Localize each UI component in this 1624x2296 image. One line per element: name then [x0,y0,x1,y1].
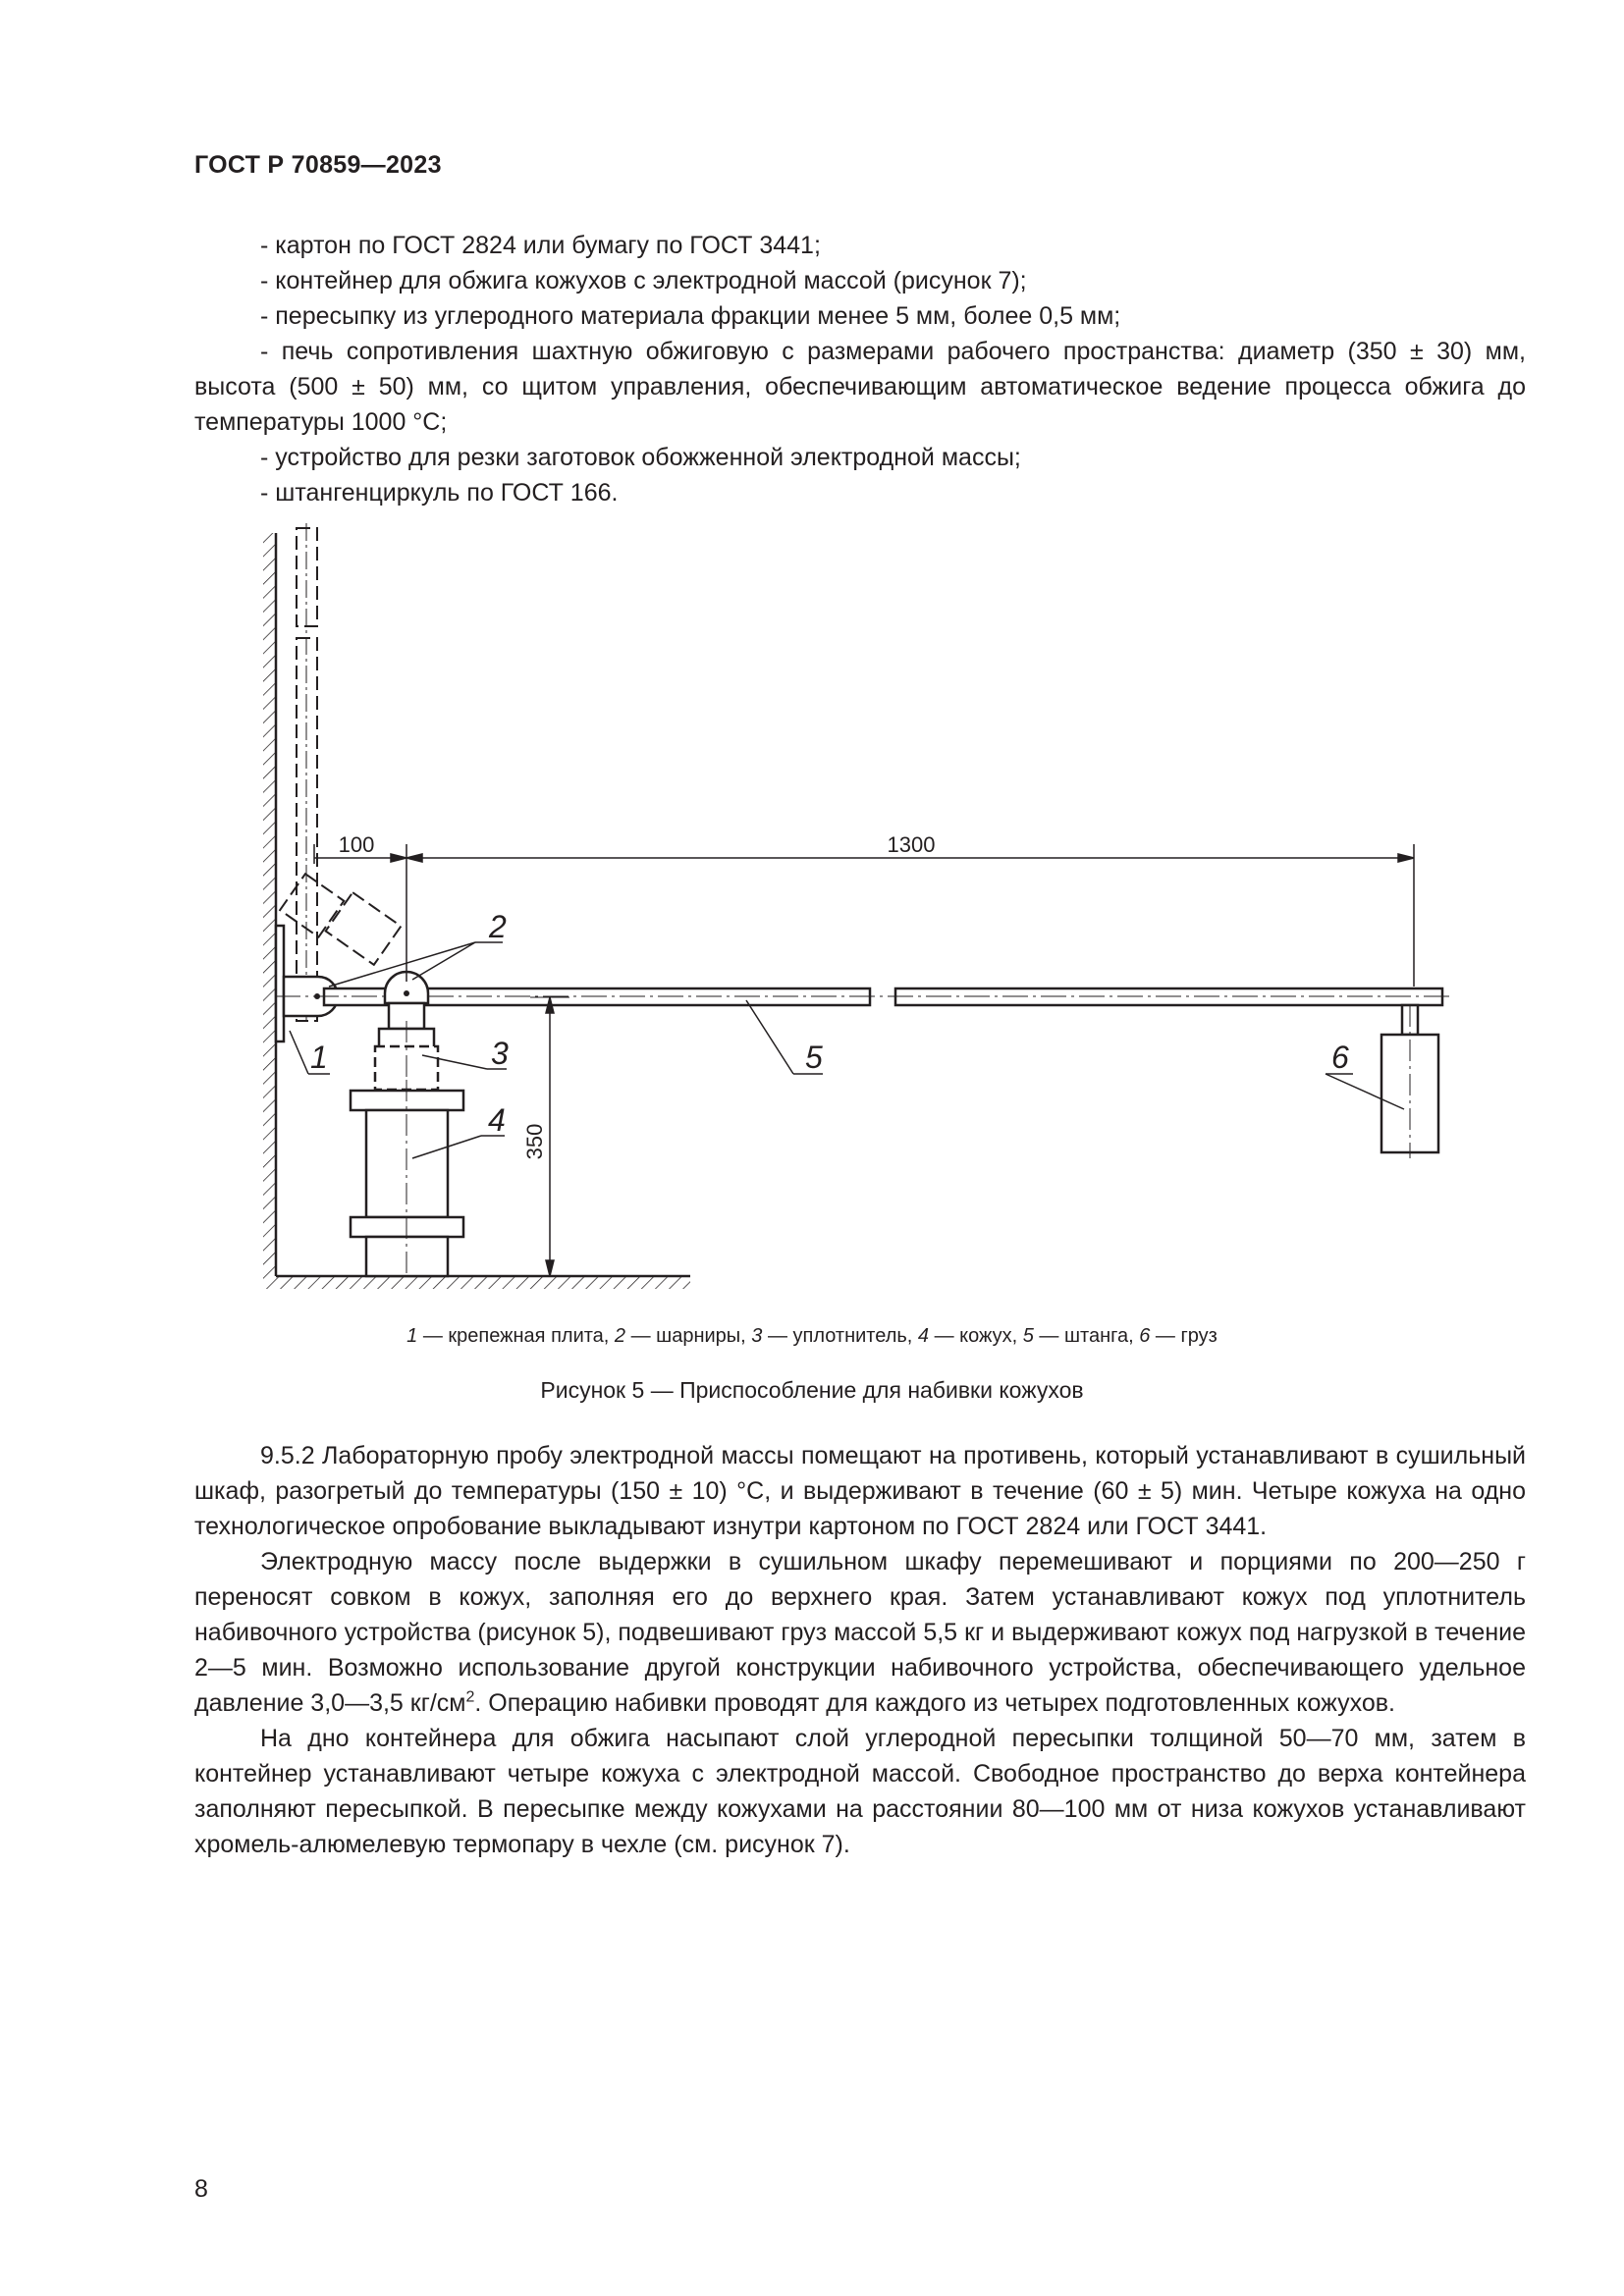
list-item: - контейнер для обжига кожухов с электродной массой (рисунок 7); [260,267,1027,294]
casing [351,1080,463,1276]
page-number: 8 [194,2175,208,2203]
callout-3: 3 [491,1036,509,1071]
dimension-lines [314,844,1414,1276]
dimension-100: 100 [338,832,375,857]
technical-drawing [0,510,1624,1315]
leader-lines [290,942,1404,1158]
dimension-350: 350 [522,1123,547,1160]
dimension-1300: 1300 [887,832,936,857]
list-item: - пересыпку из углеродного материала фракции менее 5 мм, более 0,5 мм; [260,302,1121,330]
list-item: - картон по ГОСТ 2824 или бумагу по ГОСТ 3441; [260,232,821,259]
callout-4: 4 [488,1102,506,1138]
paragraph: На дно контейнера для обжига насыпают слой углеродной пересыпки толщиной 50—70 мм, затем в контейнер устанавливают четыре кожуха с электродной массой. Свободное пространство до верха контейнера заполняют пересыпкой. В пересыпке между кожухами на расстоянии 80—100 мм от низа кожухов устанавливают хромель-алюмелевую термопару в чехле (см. рисунок 7). [194,1725,1526,1858]
weight [1381,1005,1438,1158]
figure-5-drawing [0,510,1624,1315]
paragraph: 9.5.2 Лабораторную пробу электродной массы помещают на противень, который устанавливают в сушильный шкаф, разогретый до температуры (150 ± 10) °С, и выдерживают в течение (60 ± 5) мин. Четыре кожуха на одно технологическое опробование выкладывают изнутри картоном по ГОСТ 2824 или ГОСТ 3441. [194,1442,1526,1540]
figure-caption: Рисунок 5 — Приспособление для набивки кожухов [540,1377,1084,1403]
equipment-list [194,228,1526,510]
ghost-raised-bar [280,523,401,1021]
paragraph: Электродную массу после выдержки в сушильном шкафу перемешивают и порциями по 200—250 г переносят совком в кожух, заполняя его до верхнего края. Затем устанавливают кожух под уплотнитель набивочного устройства (рисунок 5), подвешивают груз массой 5,5 кг и выдерживают кожух под нагрузкой в течение 2—5 мин. Возможно использование другой конструкции набивочного устройства, обеспечивающего удельное давление 3,0—3,5 $кг/см^2$. Операцию набивки проводят для каждого из четырех подготовленных кожухов. [194,1548,1526,1717]
callout-5: 5 [805,1040,823,1075]
document-header: ГОСТ Р 70859—2023 [194,151,442,179]
list-item: - устройство для резки заготовок обожженной электродной массы; [260,444,1021,471]
callout-6: 6 [1331,1040,1349,1075]
body-text [194,1438,1526,1862]
list-item: - штангенциркуль по ГОСТ 166. [260,479,619,507]
callout-1: 1 [310,1040,328,1075]
wall [263,533,690,1289]
figure-legend: 1 — крепежная плита, 2 — шарниры, 3 — уплотнитель, 4 — кожух, 5 — штанга, 6 — груз [406,1325,1218,1347]
bar [275,988,1453,1005]
list-item: - печь сопротивления шахтную обжиговую с размерами рабочего пространства: диаметр (350 ± 30) мм, высота (500 ± 50) мм, со щитом управления, обеспечивающим автоматическое ведение процесса обжига до температуры 1000 °С; [194,338,1526,436]
callout-2: 2 [489,909,507,944]
